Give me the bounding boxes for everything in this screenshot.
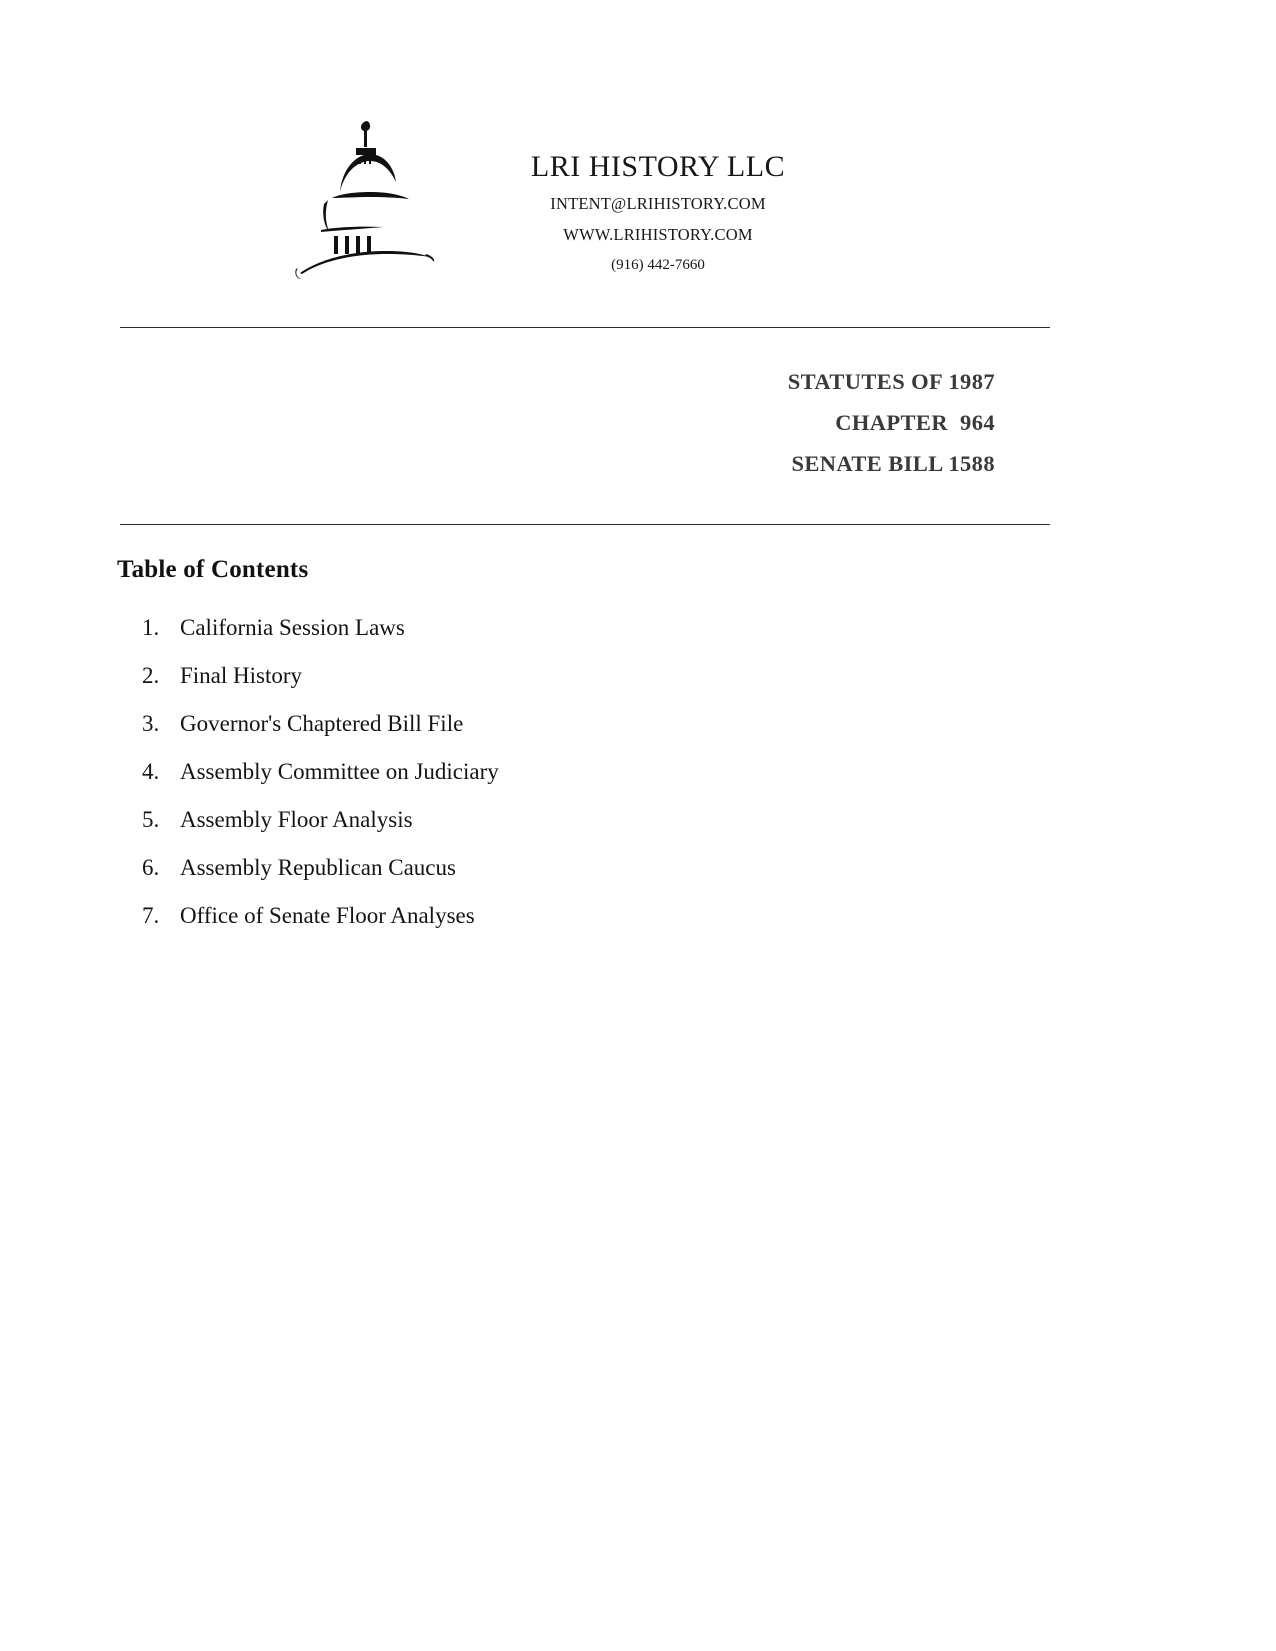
org-website: WWW.LRIHISTORY.COM [563,225,753,244]
org-name: LRI HISTORY LLC [530,150,786,183]
list-item-number: 2. [142,663,160,688]
capitol-dome-logo-icon [288,118,448,283]
list-item-label: Office of Senate Floor Analyses [180,903,475,928]
table-of-contents-list [142,616,942,952]
list-item[interactable] [142,760,942,783]
list-item-label: California Session Laws [180,615,405,640]
list-item[interactable] [142,904,942,927]
list-item[interactable] [142,616,942,639]
divider-bottom [120,524,1050,525]
title-chapter: CHAPTER 964 [835,409,995,435]
list-item[interactable] [142,808,942,831]
list-item-label: Assembly Republican Caucus [180,855,456,880]
list-item[interactable] [142,664,942,687]
list-item-number: 1. [142,615,160,640]
title-bill-number: SENATE BILL 1588 [791,450,995,476]
list-item-number: 3. [142,711,160,736]
letterhead [0,118,1276,283]
divider-top [120,327,1050,328]
list-item-number: 7. [142,903,160,928]
list-item-label: Final History [180,663,303,688]
list-item[interactable] [142,856,942,879]
org-info [448,118,868,274]
list-item-number: 5. [142,807,160,832]
list-item-label: Assembly Committee on Judiciary [180,759,499,784]
list-item-number: 6. [142,855,160,880]
list-item-label: Assembly Floor Analysis [180,807,413,832]
org-phone: (916) 442-7660 [611,257,705,273]
list-item-label: Governor's Chaptered Bill File [180,711,464,736]
title-statutes-year: STATUTES OF 1987 [787,369,995,394]
table-of-contents-heading: Table of Contents [117,556,309,583]
document-title-block [120,362,995,485]
list-item[interactable] [142,712,942,735]
org-email: INTENT@LRIHISTORY.COM [550,194,766,213]
list-item-number: 4. [142,759,160,784]
